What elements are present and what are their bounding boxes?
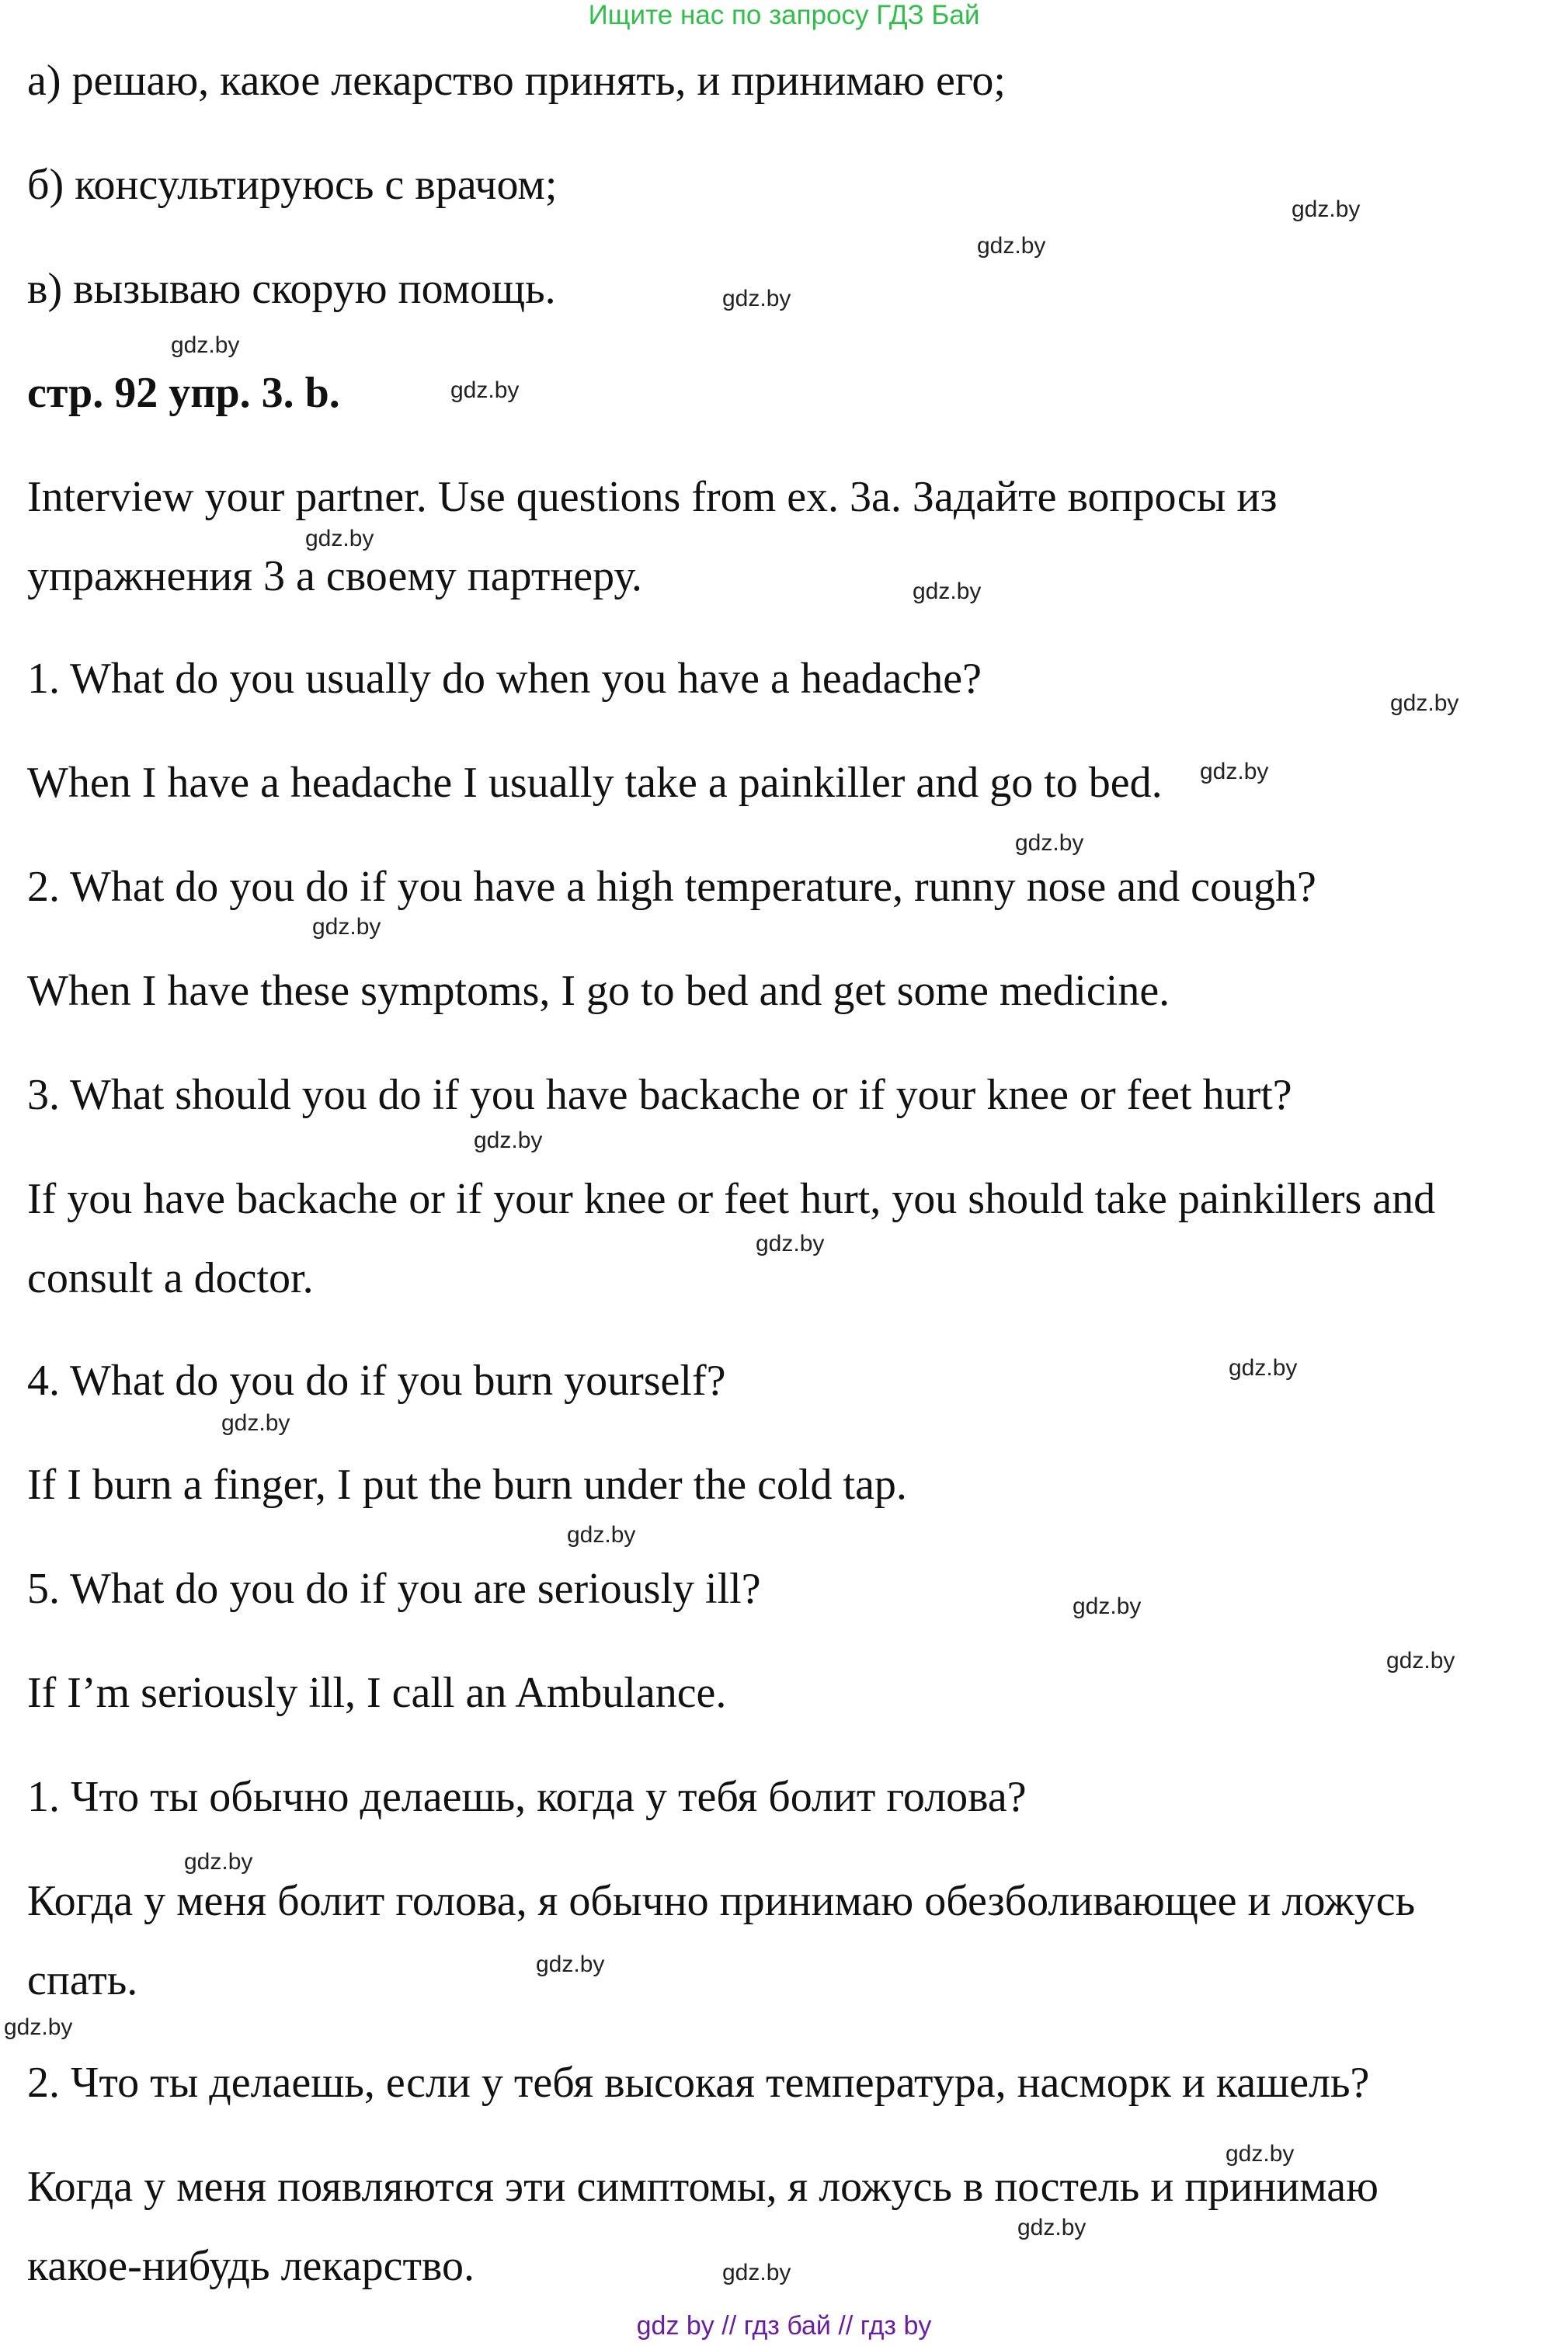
watermark: gdz.by bbox=[450, 377, 520, 403]
watermark: gdz.by bbox=[1200, 759, 1269, 784]
watermark: gdz.by bbox=[1015, 830, 1084, 856]
text-line: Interview your partner. Use questions from ex. 3a. Задайте вопросы из bbox=[27, 473, 1278, 521]
watermark: gdz.by bbox=[184, 1849, 253, 1875]
watermark: gdz.by bbox=[977, 233, 1046, 259]
watermark: gdz.by bbox=[171, 332, 240, 358]
watermark: gdz.by bbox=[1226, 2141, 1295, 2167]
text-line: б) консультируюсь с врачом; bbox=[27, 161, 558, 209]
question-line: 2. Что ты делаешь, если у тебя высокая температура, насморк и кашель? bbox=[27, 2059, 1370, 2107]
top-banner[interactable]: Ищите нас по запросу ГДЗ Бай bbox=[588, 0, 980, 30]
text-line: а) решаю, какое лекарство принять, и принимаю его; bbox=[27, 57, 1006, 105]
question-line: 1. Что ты обычно делаешь, когда у тебя болит голова? bbox=[27, 1773, 1027, 1821]
watermark: gdz.by bbox=[1386, 1648, 1455, 1673]
watermark: gdz.by bbox=[536, 1952, 605, 1977]
watermark: gdz.by bbox=[1017, 2215, 1086, 2240]
answer-line: When I have these symptoms, I go to bed and get some medicine. bbox=[27, 967, 1170, 1015]
text-line: упражнения 3 а своему партнеру. bbox=[27, 552, 642, 600]
text-line: в) вызываю скорую помощь. bbox=[27, 265, 556, 313]
section-heading: стр. 92 упр. 3. b. bbox=[27, 369, 340, 417]
watermark: gdz.by bbox=[305, 526, 374, 551]
answer-line: If I burn a finger, I put the burn under the cold tap. bbox=[27, 1461, 907, 1509]
answer-line: If you have backache or if your knee or feet hurt, you should take painkillers and bbox=[27, 1175, 1436, 1223]
watermark: gdz.by bbox=[4, 2014, 73, 2040]
watermark: gdz.by bbox=[221, 1410, 290, 1436]
question-line: 4. What do you do if you burn yourself? bbox=[27, 1357, 726, 1405]
watermark: gdz.by bbox=[312, 914, 381, 940]
question-line: 3. What should you do if you have backache or if your knee or feet hurt? bbox=[27, 1071, 1292, 1119]
watermark: gdz.by bbox=[722, 286, 791, 311]
bottom-banner[interactable]: gdz by // гдз бай // гдз by bbox=[636, 2311, 932, 2341]
watermark: gdz.by bbox=[1292, 196, 1361, 222]
watermark: gdz.by bbox=[913, 579, 982, 604]
question-line: 1. What do you usually do when you have a headache? bbox=[27, 655, 982, 703]
question-line: 5. What do you do if you are seriously ill? bbox=[27, 1565, 761, 1613]
answer-line: Когда у меня болит голова, я обычно принимаю обезболивающее и ложусь bbox=[27, 1877, 1416, 1925]
watermark: gdz.by bbox=[1390, 690, 1459, 716]
answer-line: какое-нибудь лекарство. bbox=[27, 2242, 475, 2290]
answer-line: спать. bbox=[27, 1956, 138, 2004]
watermark: gdz.by bbox=[1073, 1594, 1142, 1619]
answer-line: consult a doctor. bbox=[27, 1254, 314, 1302]
watermark: gdz.by bbox=[756, 1231, 825, 1256]
question-line: 2. What do you do if you have a high temperature, runny nose and cough? bbox=[27, 863, 1316, 911]
answer-line: When I have a headache I usually take a painkiller and go to bed. bbox=[27, 759, 1163, 807]
answer-line: If I’m seriously ill, I call an Ambulance. bbox=[27, 1669, 727, 1717]
answer-line: Когда у меня появляются эти симптомы, я ложусь в постель и принимаю bbox=[27, 2163, 1379, 2211]
watermark: gdz.by bbox=[567, 1522, 636, 1548]
watermark: gdz.by bbox=[474, 1128, 543, 1153]
watermark: gdz.by bbox=[722, 2260, 791, 2285]
watermark: gdz.by bbox=[1229, 1355, 1298, 1381]
